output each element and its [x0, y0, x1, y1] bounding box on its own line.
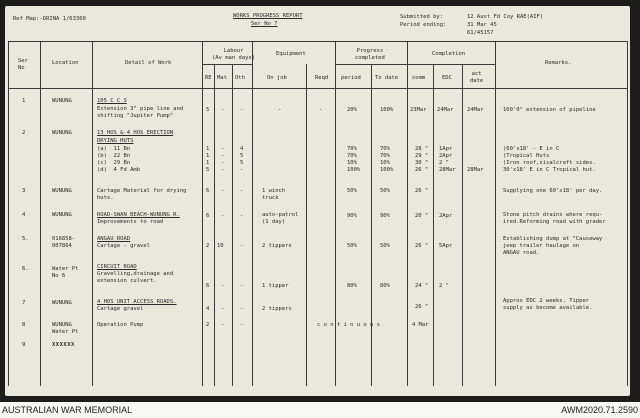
row-comm: 4 Mar: [412, 322, 429, 328]
header-bottom-rule: [8, 88, 628, 89]
row-to-date: 100%: [380, 107, 394, 113]
row-remarks: Establishing dump at "Causeway jeep trailer haulage on ANGAU road.: [503, 236, 603, 256]
col-line: [627, 41, 628, 386]
row-to-date: 80%: [380, 283, 390, 289]
row-reqd: -: [319, 107, 323, 113]
row-detail: Cartage - gravel: [97, 243, 150, 249]
period-date: 31 Mar 45: [467, 22, 497, 28]
row-ser: 2: [22, 130, 26, 136]
row-mat: -: [221, 283, 225, 289]
row-on-job: auto-patrol (1 day): [262, 212, 299, 225]
row-act-date: 28Mar: [467, 167, 484, 173]
col-header-comm: comm: [412, 75, 426, 81]
row-oth: -: [240, 188, 244, 194]
row-detail: Operation Pump: [97, 322, 144, 328]
footer-credit: AUSTRALIAN WAR MEMORIAL: [2, 405, 133, 415]
row-continuous: c o n t i n u o u s: [317, 322, 380, 328]
col-line: [462, 64, 463, 386]
row-remarks: Supplying one 60'x18' per day.: [503, 188, 603, 194]
row-mat: -: [221, 213, 225, 219]
completion-sub-rule: [407, 64, 495, 65]
submitted-by-label: Submitted by:: [400, 14, 444, 20]
row-mat: -: [221, 107, 225, 113]
col-line: [371, 64, 372, 386]
col-header-location: Location: [52, 60, 79, 66]
col-header-oth: Oth: [235, 75, 245, 81]
row-edc: 2Apr: [439, 213, 453, 219]
row-ser: 5.: [22, 236, 29, 242]
col-header-detail: Detail of Work: [125, 60, 172, 66]
row-period: 20%: [347, 107, 357, 113]
footer-accession: AWM2020.71.2590: [561, 405, 638, 415]
row-mat: -: [221, 188, 225, 194]
row-comm: 28 " 29 " 30 " 26 ": [415, 146, 429, 173]
row-edc: 5Apr: [439, 243, 453, 249]
col-header-remarks: Remarks.: [545, 60, 572, 66]
col-line: [407, 41, 408, 386]
col-line: [214, 64, 215, 386]
row-edc: 1Apr 2Apr 2 " 28Mar: [439, 146, 456, 173]
row-detail: (a) 11 Bn (b) 22 Bn (c) 29 Bn (d) 4 Fd Amb: [97, 146, 141, 173]
submitted-by: 12 Aust Fd Coy RAE(AIF): [467, 14, 544, 20]
serial-number: Ser No 7: [251, 21, 278, 27]
row-detail: Cartage gravel: [97, 306, 144, 312]
row-oth: 4 5 5 -: [240, 146, 244, 173]
row-ser: 4: [22, 212, 26, 218]
row-to-date: 50%: [380, 188, 390, 194]
col-header-period: period: [341, 75, 361, 81]
col-line: [433, 64, 434, 386]
row-comm: 23Mar: [410, 107, 427, 113]
row-period: 90%: [347, 213, 357, 219]
row-ser: 8: [22, 322, 26, 328]
row-on-job: -: [278, 107, 282, 113]
period-label: Period ending:: [400, 22, 447, 28]
row-re: 1 1 1 5: [206, 146, 210, 173]
row-period: 50%: [347, 188, 357, 194]
row-detail-subtitle: DRYING HUTS: [97, 138, 134, 144]
row-oth: -: [240, 213, 244, 219]
row-comm: 26 ": [415, 243, 429, 249]
row-remarks: Approx EDC 2 weeks. Tipper supply as become available.: [503, 298, 593, 311]
col-header-labour: Labour (Av man days): [212, 48, 256, 61]
row-detail: Cartage Material for drying huts.: [97, 188, 187, 201]
row-location: WUNUNG Water Pt: [52, 322, 79, 335]
row-comm: 26 ": [415, 304, 429, 310]
row-mat: -: [221, 322, 225, 328]
row-period: 70% 70% 10% 100%: [347, 146, 361, 173]
row-oth: -: [240, 283, 244, 289]
row-comm: 20 ": [415, 213, 429, 219]
report-sheet: [5, 6, 630, 396]
row-oth: -: [240, 107, 244, 113]
col-header-completion: Completion: [432, 51, 466, 57]
row-to-date: 90%: [380, 213, 390, 219]
row-location: WUNUNG: [52, 188, 72, 194]
row-re: 2: [206, 243, 210, 249]
col-line: [92, 41, 93, 386]
row-re: 6: [206, 213, 210, 219]
row-to-date: 50%: [380, 243, 390, 249]
col-header-mat: Mat: [217, 75, 227, 81]
row-on-job: 1 winch truck: [262, 188, 286, 201]
row-location: 016858- 007864: [52, 236, 76, 249]
row-detail-title: 105 C C S: [97, 98, 127, 104]
row-on-job: 1 tipper: [262, 283, 289, 289]
row-to-date: 70% 70% 10% 100%: [380, 146, 394, 173]
row-remarks: 160'0" extension of pipeline: [503, 107, 596, 113]
row-detail-title: 13 HOS & 4 HOS ERECTION: [97, 130, 174, 136]
row-location: WUNUNG: [52, 300, 72, 306]
row-location: WUNUNG: [52, 98, 72, 104]
row-re: 6: [206, 283, 210, 289]
row-ser: 9: [22, 342, 26, 348]
row-location: WUNUNG: [52, 130, 72, 136]
row-location: Water Pt No 6: [52, 266, 79, 279]
file-number: 61/45157: [467, 30, 494, 36]
col-line: [252, 41, 253, 386]
row-mat: 10: [217, 243, 224, 249]
row-mat: -: [221, 306, 225, 312]
row-ser: 6.: [22, 266, 29, 272]
row-detail: Improvements to road: [97, 219, 164, 225]
map-reference: Ref Map:-DRINA 1/63360: [13, 16, 86, 22]
col-header-progress: Progress completed: [355, 48, 385, 61]
col-line: [202, 41, 203, 386]
row-edc: 2 ": [439, 283, 449, 289]
col-header-on-job: On job: [267, 75, 287, 81]
row-re: 4: [206, 306, 210, 312]
row-comm: 24 ": [415, 283, 429, 289]
row-detail-title: ANGAU ROAD: [97, 236, 131, 242]
report-title: WORKS PROGRESS REPORT: [233, 13, 303, 19]
row-detail-title: ROAD-SWAN BEACH-WUNUNG R.: [97, 212, 180, 218]
row-remarks: Stone pitch drains where requ- ired.Reforming road with grader: [503, 212, 606, 225]
row-on-job: 2 tippers: [262, 243, 292, 249]
col-line: [306, 64, 307, 386]
row-location: WUNUNG: [52, 212, 72, 218]
row-oth: -: [240, 243, 244, 249]
col-line: [40, 41, 41, 386]
row-period: 80%: [347, 283, 357, 289]
row-act-date: 24Mar: [467, 107, 484, 113]
row-detail-title: 4 HOS UNIT ACCESS ROADS.: [97, 299, 177, 305]
col-line: [335, 41, 336, 386]
labour-sub-rule: [202, 64, 252, 65]
row-on-job: 2 tippers: [262, 306, 292, 312]
row-oth: -: [240, 322, 244, 328]
col-line: [232, 64, 233, 386]
row-detail: Extension 3" pipe line and shifting "Jupiter Pump": [97, 106, 184, 119]
row-edc: 24Mar: [437, 107, 454, 113]
row-ser: 3: [22, 188, 26, 194]
row-remarks: )60'x18' - E in C )Tropical Huts )Iron roof,sisalcraft sides. 30'x18' E in C Tropical hut.: [503, 146, 596, 173]
col-header-equipment: Equipment: [276, 51, 306, 57]
row-re: 6: [206, 188, 210, 194]
col-line: [495, 41, 496, 386]
row-comm: 26 ": [415, 188, 429, 194]
col-header-re: RE: [205, 75, 212, 81]
row-period: 50%: [347, 243, 357, 249]
col-header-act-date: act date: [470, 71, 484, 84]
row-ser: 1: [22, 98, 26, 104]
row-location-struck: XXXXXX: [52, 342, 75, 348]
col-header-reqd: Reqd: [315, 75, 329, 81]
row-detail: Gravelling,drainage and extension culvert.: [97, 271, 174, 284]
col-line: [8, 41, 9, 386]
col-header-ser: Ser No: [18, 58, 28, 71]
table-top-rule: [8, 41, 628, 42]
col-header-to-date: To date: [375, 75, 399, 81]
row-ser: 7: [22, 300, 26, 306]
row-re: 5: [206, 107, 210, 113]
col-header-edc: EDC: [442, 75, 452, 81]
row-mat: - - - -: [221, 146, 225, 173]
row-oth: -: [240, 306, 244, 312]
row-detail-title: CIRCUIT ROAD: [97, 264, 137, 270]
row-re: 2: [206, 322, 210, 328]
